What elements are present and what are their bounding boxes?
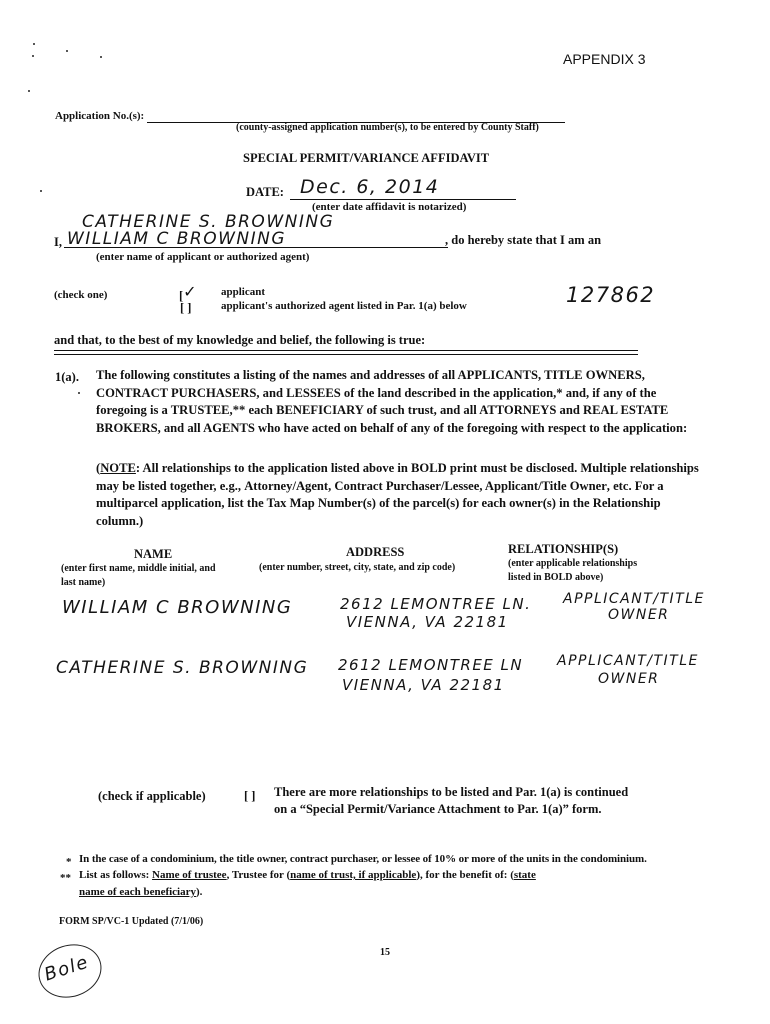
par-text: and (259, 385, 287, 400)
entry-address-line1[interactable]: 2612 LEMONTREE LN. (340, 595, 532, 613)
entry-name[interactable]: CATHERINE S. BROWNING (56, 658, 309, 678)
relationship-column-caption: (enter applicable relationships (508, 558, 638, 569)
footnote-text: List as follows: (79, 869, 153, 881)
page-number: 15 (380, 947, 390, 958)
section-divider-bottom (54, 354, 638, 355)
entry-name[interactable]: WILLIAM C BROWNING (62, 597, 293, 618)
application-no-label: Application No.(s): (55, 110, 145, 122)
continuation-checkbox[interactable]: [ ] (244, 789, 256, 803)
name-column-header: NAME (134, 547, 173, 561)
footnote-underlined: name of trust, if applicable (290, 869, 417, 881)
address-column-caption: (enter number, street, city, state, and zip code) (259, 562, 456, 573)
note-bold: Attorney/Agent, Contract Purchaser/Lessee, Applicant/Title Owner (244, 478, 607, 493)
par-text: of the land described in the application,* and, if any of the foregoing is a (96, 385, 657, 418)
footnote-text: , Trustee for ( (226, 869, 291, 881)
checkbox-open-bracket: [ (179, 289, 184, 303)
par-bold: TRUSTEE, (170, 403, 233, 418)
par-bold: REAL ESTATE BROKERS, (96, 403, 669, 435)
par-text: of such trust, and all (363, 403, 480, 418)
footnote-underlined: state (513, 869, 536, 881)
belief-statement: and that, to the best of my knowledge and belief, the following is true: (54, 333, 426, 347)
par-text: and all (160, 420, 204, 435)
par-bold: BENEFICIARY (276, 403, 364, 418)
date-line (290, 199, 516, 200)
par-bold: AGENTS (203, 420, 255, 435)
entry-relationship-line1[interactable]: APPLICANT/TITLE (563, 591, 705, 607)
declarant-name-line2[interactable]: WILLIAM C BROWNING (67, 229, 287, 249)
footnote-text: ), for the benefit of: ( (416, 869, 514, 881)
date-value[interactable]: Dec. 6, 2014 (300, 176, 440, 198)
applicant-option-label: applicant (221, 286, 266, 298)
entry-relationship-line2[interactable]: OWNER (608, 607, 670, 623)
entry-relationship-line1[interactable]: APPLICANT/TITLE (557, 653, 699, 669)
date-label: DATE: (246, 185, 284, 199)
par-bold: APPLICANTS, TITLE OWNERS, CONTRACT PURCHASERS, (96, 368, 645, 400)
name-column-caption: last name) (61, 577, 106, 588)
entry-address-line2[interactable]: VIENNA, VA 22181 (342, 676, 505, 694)
entry-address-line2[interactable]: VIENNA, VA 22181 (346, 613, 509, 631)
footnote-trust (79, 869, 536, 881)
section-divider-top (54, 350, 638, 351)
declarant-name-line1[interactable]: CATHERINE S. BROWNING (82, 212, 335, 232)
entry-relationship-line2[interactable]: OWNER (598, 671, 660, 687)
par-text: who have acted on behalf of any of the foregoing with respect to the application: (254, 420, 688, 435)
continuation-text: on a “Special Permit/Variance Attachment to Par. 1(a)” form. (274, 802, 602, 816)
par-1a-text (96, 367, 710, 437)
note-text: print must be disclosed. Multiple relationships may be listed together, e.g., (96, 461, 699, 493)
relationship-column-header: RELATIONSHIP(S) (508, 542, 619, 556)
footnote-double-star-mark: ** (60, 872, 71, 884)
par-text: and (556, 403, 584, 418)
relationship-column-caption: listed in BOLD above) (508, 572, 604, 583)
check-one-label: (check one) (54, 289, 108, 301)
note-text: : All relationships to the application listed above in (135, 461, 412, 475)
declarant-caption: (enter name of applicant or authorized agent) (96, 251, 310, 263)
form-title: SPECIAL PERMIT/VARIANCE AFFIDAVIT (243, 151, 490, 165)
footnote-underlined: Name of trustee (152, 869, 227, 881)
note-label: NOTE (100, 461, 136, 475)
note-text: , etc. For a multiparcel application, list the Tax Map Number(s) of the parcel(s) for each owner(s) in the Relationship column.) (96, 478, 664, 528)
agent-checkbox[interactable]: [ ] (180, 301, 192, 315)
footnote-condominium: In the case of a condominium, the title owner, contract purchaser, or lessee of 10% or more of the units in the condominium. (79, 853, 647, 865)
par-bold: LESSEES (286, 385, 341, 400)
par-text: The following constitutes a listing of the names and addresses of all (96, 368, 458, 382)
handwritten-stamp-number: 127862 (566, 283, 656, 307)
note-bold: BOLD (411, 461, 447, 475)
par-1a-number: 1(a). (55, 370, 79, 384)
continuation-text: There are more relationships to be listed and Par. 1(a) is continued (274, 785, 629, 799)
footnote-trust-continued (79, 886, 202, 898)
declarant-prefix: I, (54, 235, 62, 249)
declarant-line (64, 247, 448, 248)
application-no-caption: (county-assigned application number(s), to be entered by County Staff) (236, 122, 539, 133)
entry-address-line1[interactable]: 2612 LEMONTREE LN (338, 656, 524, 674)
date-caption: (enter date affidavit is notarized) (312, 201, 467, 213)
par-bold: ATTORNEYS (479, 403, 557, 418)
agent-option-label: applicant's authorized agent listed in Par. 1(a) below (221, 300, 467, 312)
note-paragraph: (NOTE: All relationships to the application listed above in BOLD print must be disclosed. Multiple relationships may be listed together, e.g., Attorney/Agent, Contract Purchaser/Lessee, Applicant/Title Owner, etc. For a multiparcel application, list the Tax Map Number(s) of the parcel(s) for each owner(s) in the Relationship column.) (96, 461, 699, 528)
handwritten-initials: Bole (41, 951, 92, 986)
par-text: ** each (232, 403, 277, 418)
footnote-star-mark: * (66, 856, 72, 868)
checkmark-icon: ✓ (183, 282, 197, 301)
declarant-suffix: , do hereby state that I am an (445, 233, 602, 247)
footnote-underlined: name of each beneficiary (79, 886, 196, 898)
footnote-text: ). (196, 886, 203, 898)
form-id: FORM SP/VC-1 Updated (7/1/06) (59, 916, 204, 927)
address-column-header: ADDRESS (346, 545, 405, 559)
name-column-caption: (enter first name, middle initial, and (61, 563, 216, 574)
appendix-label: APPENDIX 3 (563, 51, 646, 67)
continuation-label: (check if applicable) (98, 789, 206, 803)
